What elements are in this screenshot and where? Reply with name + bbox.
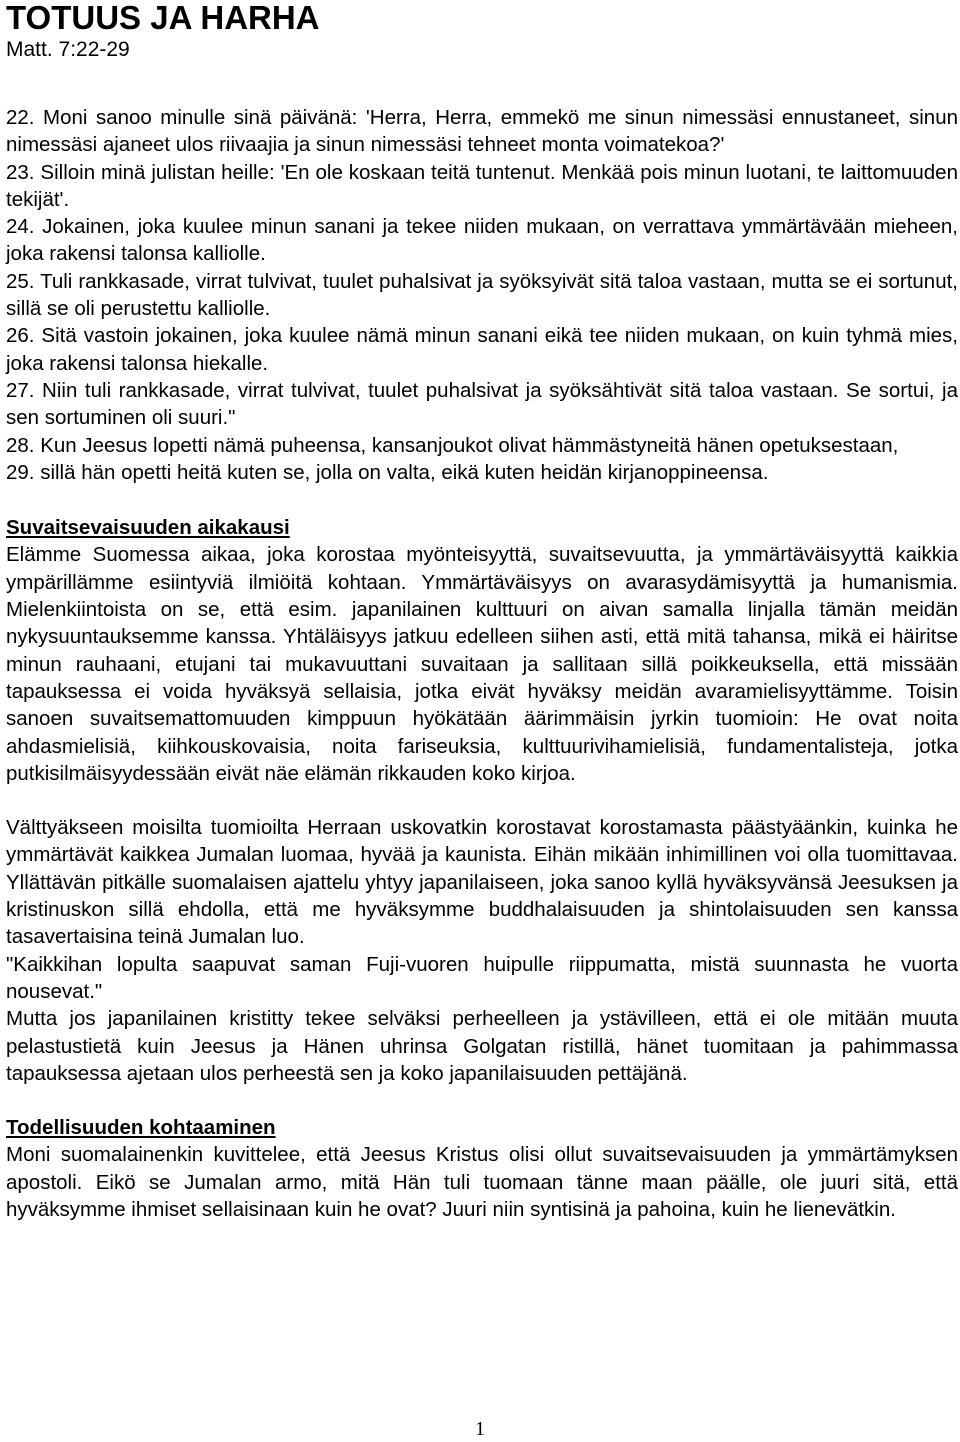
scripture-reference: Matt. 7:22-29 [6,38,130,61]
spacer [6,1087,958,1114]
spacer [6,787,958,814]
verse-27: 27. Niin tuli rankkasade, virrat tulvivat, tuulet puhalsivat ja syöksähtivät sitä taloa vastaan. Se sortui, ja sen sortuminen oli suuri." [6,378,958,430]
verse-list [6,104,958,486]
verse-25: 25. Tuli rankkasade, virrat tulvivat, tuulet puhalsivat ja syöksyivät sitä taloa vastaan, mutta se ei sortunut, sillä se oli perustettu kalliolle. [6,269,958,321]
section-heading-tolerance: Suvaitsevaisuuden aikakausi [6,516,290,540]
fuji-quote: "Kaikkihan lopulta saapuvat saman Fuji-vuoren huipulle riippumatta, mistä suunnasta he vuorta nousevat." [6,952,958,1003]
verse-22: 22. Moni sanoo minulle sinä päivänä: 'Herra, Herra, emmekö me sinun nimessäsi ennustaneet, sinun nimessäsi ajaneet ulos riivaajia ja sinun nimessäsi tehneet monta voimatekoa?' [6,106,958,157]
verse-26: 26. Sitä vastoin jokainen, joka kuulee nämä minun sanani eikä tee niiden mukaan, on kuin tyhmä mies, joka rakensi talonsa hiekalle. [6,324,958,375]
paragraph-tolerance-3: Mutta jos japanilainen kristitty tekee selväksi perheelleen ja ystävilleen, että ei ole mitään muuta pelastustietä kuin Jeesus ja Hänen uhrinsa Golgatan ristillä, hänet tuomitaan ja pahimmassa tapauksessa ajetaan ulos perheestä sen ja koko japanilaisuuden pettäjänä. [6,1007,958,1085]
section-heading-reality: Todellisuuden kohtaaminen [6,1116,276,1140]
paragraph-reality-1: Moni suomalainenkin kuvittelee, että Jeesus Kristus olisi ollut suvaitsevaisuuden ja ymmärtämyksen apostoli. Eikö se Jumalan armo, mitä Hän tuli tuomaan tänne maan päälle, ole juuri sitä, että hyväksymme ihmiset sellaisinaan kuin he ovat? Juuri niin syntisinä ja pahoina, kuin he lienevätkin. [6,1143,958,1221]
paragraph-tolerance-1: Elämme Suomessa aikaa, joka korostaa myönteisyyttä, suvaitsevuutta, ja ymmärtäväisyyttä kaikkia ympärillämme esiintyviä ilmiöitä kohtaan. Ymmärtäväisyys on avarasydämisyyttä ja humanismia. Mielenkiintoista on se, että esim. japanilainen kulttuuri on aivan samalla linjalla tämän meidän nykysuuntauksemme kanssa. Yhtäläisyys jatkuu edelleen siihen asti, että mitä tahansa, mikä ei häiritse minun rauhaani, etujani tai mukavuuttani suvaitaan ja sallitaan sillä poikkeuksella, että missään tapauksessa ei voida hyväksyä sellaisia, jotka eivät hyväksy meidän avaramielisyyttämme. Toisin sanoen suvaitsemattomuuden kimppuun hyökätään äärimmäisin jyrkin tuomioin: He ovat noita ahdasmielisiä, kiihkouskovaisia, noita fariseuksia, kulttuurivihamielisiä, fundamentalisteja, jotka putkisilmäisyydessään eivät näe elämän rikkauden koko kirjoa. [6,543,958,785]
verse-29: 29. sillä hän opetti heitä kuten se, jolla on valta, eikä kuten heidän kirjanoppineensa. [6,460,769,484]
spacer [6,486,958,514]
page-number: 1 [475,1418,485,1440]
verse-28: 28. Kun Jeesus lopetti nämä puheensa, kansanjoukot olivat hämmästyneitä hänen opetuksestaan, [6,433,899,457]
page-title: TOTUUS JA HARHA [6,0,320,36]
verse-24: 24. Jokainen, joka kuulee minun sanani ja tekee niiden mukaan, on verrattava ymmärtävään mieheen, joka rakensi talonsa kalliolle. [6,215,958,266]
document-page [6,0,958,1223]
paragraph-tolerance-2: Välttyäkseen moisilta tuomioilta Herraan uskovatkin korostavat korostamasta päästyäänkin, kuinka he ymmärtävät kaikkea Jumalan luomaa, hyvää ja kaunista. Eihän mikään inhimillinen voi olla tuomittavaa. Yllättävän pitkälle suomalaisen ajattelu yhtyy japanilaiseen, joka sanoo kyllä hyväksyvänsä Jeesuksen ja kristinuskon sillä ehdolla, että me hyväksymme buddhalaisuuden ja shintolaisuuden sen kanssa tasavertaisina teinä Jumalan luo. [6,816,958,949]
verse-23: 23. Silloin minä julistan heille: 'En ole koskaan teitä tuntenut. Menkää pois minun luotani, te laittomuuden tekijät'. [6,160,958,211]
